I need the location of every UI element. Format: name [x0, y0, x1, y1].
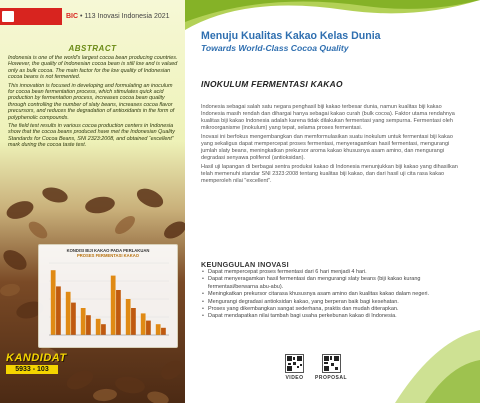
chart-bar — [86, 315, 91, 335]
chart-bar — [56, 286, 61, 335]
chart-bar — [81, 308, 86, 335]
chart-bar — [131, 308, 136, 335]
article-body — [201, 104, 463, 187]
chart-bar — [116, 290, 121, 335]
chart-bar — [66, 292, 71, 335]
abstract-paragraph: Indonesia is one of the world's largest cocoa bean producing countries. However, the quality of Indonesian cocoa bean is still low and is valued only as bulk cocoa. The main factor for the low quality of Indonesian cocoa beans is not fermented. — [8, 55, 178, 81]
green-swoosh-decoration — [185, 0, 480, 403]
chart-bar — [141, 313, 146, 335]
list-item: • Mengurangi degradasi antioksidan kakao, yang berperan baik bagi kesehatan. — [201, 299, 463, 306]
advantages-list — [201, 269, 463, 321]
chart-bar — [101, 324, 106, 335]
chart-bar — [156, 324, 161, 335]
chart-title: KONDISI BIJI KAKAO PADA PERLAKUAN — [66, 248, 150, 253]
abstract-paragraph: The field test results in various cocoa production centers in Indonesia show that the cocoa beans produced have met the Indonesian Quality Standards for Cocoa Beans, SNI 2323:2008, and obtained “excellent” mark during the cocoa taste test. — [8, 123, 175, 149]
abstract-title: ABSTRACT — [68, 44, 117, 53]
abstract-paragraph: This innovation is focused in developing and formulating an inoculum for cocoa bean fermentation process, which stimulates quick acid production by fermentation process, increases cocoa bean quality through controlling the number of slaty beans, increases cocoa flavor precursors, and reduces the degradation of antioxidants in the form of polyphenolic compounds. — [8, 82, 175, 121]
video-qr-icon[interactable] — [285, 354, 304, 373]
chart-bar — [161, 328, 166, 335]
abstract-body — [8, 55, 178, 151]
chart-subtitle: PROSES FERMENTASI KAKAO — [76, 253, 140, 258]
article-paragraph: Inovasi ini berfokus mengembangkan dan memformulasikan suatu inokulum untuk fermentasi biji kakao yang sekaligus dapat mempercepat proses fermentasi, menyeragamkan hasil fermentasi, mengurangi jumlah slaty beans, meningkatkan prekursor aroma kakao khususnya asam amino, dan mengurangi degradasi senyawa polifenol (antioksidan). — [201, 134, 453, 161]
article-paragraph: Indonesia sebagai salah satu negara penghasil biji kakao terbesar dunia, namun kualitas biji kakao Indonesia masih rendah dan dihargai hanya sebagai kakao curah (bulk cocoa). Faktor utama rendahnya kualitas biji kakao Indonesia adalah karena tidak dilakukan fermentasi yang sempurna. Fermentasi oleh mikroorganisme (inokulum) yang tepat, selama proses fermentasi. — [201, 104, 455, 131]
video-link[interactable] — [285, 354, 304, 381]
fermentation-chart-card — [38, 244, 178, 348]
proposal-link[interactable] — [315, 354, 347, 381]
chart-bar — [146, 321, 151, 335]
chart-bar — [126, 299, 131, 335]
header-text — [66, 13, 170, 20]
list-item: • Dapat mendapatkan nilai tambah bagi usaha perkebunan kakao di Indonesia. — [201, 313, 463, 320]
chart-bar — [111, 276, 116, 335]
list-item: • Dapat menyeragamkan hasil fermentasi dan mengurangi slaty beans (biji kakao kurang fermentasi/berwarna abu-abu). — [201, 276, 463, 291]
abstract-panel — [0, 0, 185, 403]
proposal-label: PROPOSAL — [315, 375, 348, 381]
bic-logo — [0, 8, 62, 25]
list-item: • Dapat mempercepat proses fermentasi dari 6 hari menjadi 4 hari. — [201, 269, 463, 276]
chart-bar — [96, 319, 101, 335]
list-item: • Proses yang dikembangkan sangat sederhana, praktis dan mudah diterapkan. — [201, 306, 463, 313]
advantages-title: KEUNGGULAN INOVASI — [201, 260, 289, 269]
article-subtitle: Towards World-Class Cocoa Quality — [201, 43, 349, 53]
header-strip — [0, 8, 185, 25]
list-item: • Meningkatkan prekursor citarasa khususnya asam amino dan kualitas kakao dalam negeri. — [201, 291, 463, 298]
fermentation-bar-chart — [43, 259, 173, 341]
chart-bar — [51, 270, 56, 335]
kandidat-badge — [6, 352, 67, 386]
article-title: Menuju Kualitas Kakao Kelas Dunia — [201, 30, 381, 42]
video-label: VIDEO — [285, 375, 304, 381]
header-rest: • 113 Inovasi Indonesia 2021 — [80, 13, 170, 20]
article-paragraph: Hasil uji lapangan di berbagai sentra produksi kakao di Indonesia menunjukkan biji kakao yang dihasilkan telah memenuhi standar SNI 2323:2008 tentang kualitas biji kakao, dan dari hasil uji cita rasa kakao memperoleh nilai "excellent". — [201, 164, 458, 184]
kandidat-number: 5933 - 103 — [6, 365, 58, 374]
bic-label: BIC — [66, 13, 79, 20]
kandidat-label: KANDIDAT — [6, 352, 67, 364]
chart-bar — [71, 303, 76, 335]
section-title: INOKULUM FERMENTASI KAKAO — [201, 79, 343, 89]
proposal-qr-icon[interactable] — [322, 354, 341, 373]
